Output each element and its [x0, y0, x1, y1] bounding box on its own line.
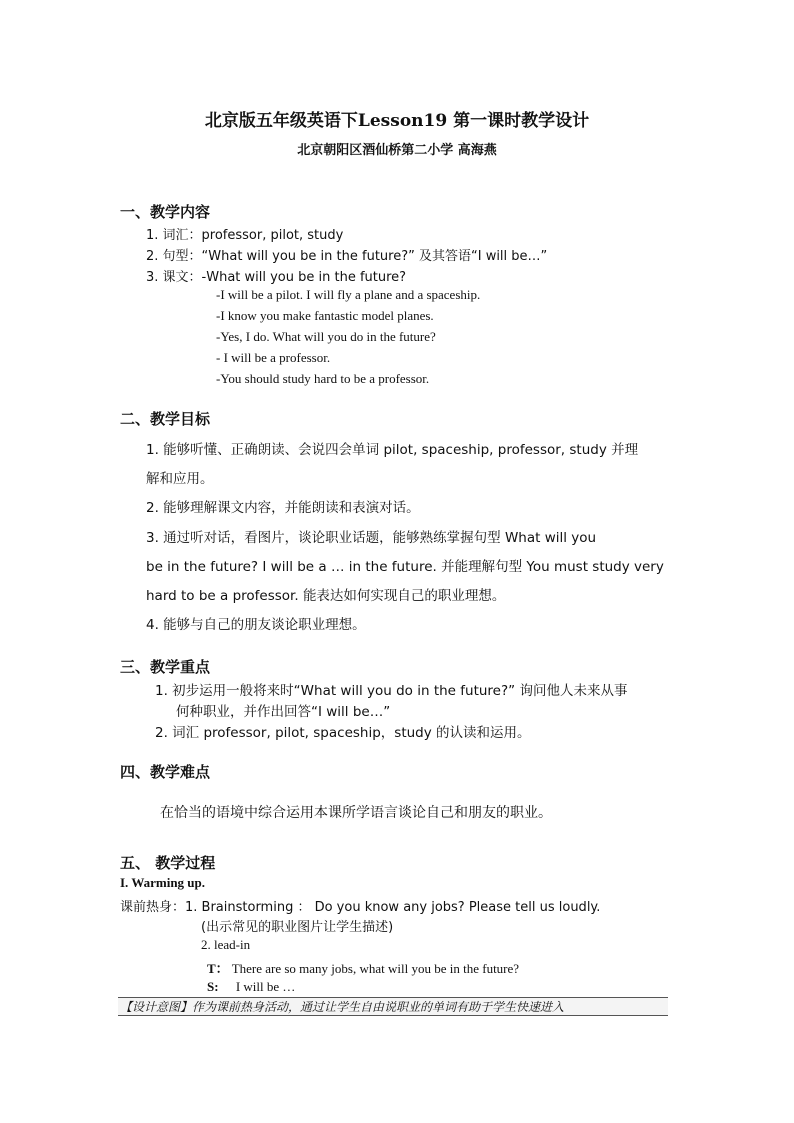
keypoint-line: 何种职业，并作出回答“I will be…”	[176, 704, 391, 720]
dialog-line: - I will be a professor.	[216, 350, 331, 365]
difficulty-text: 在恰当的语境中综合运用本课所学语言谈论自己和朋友的职业。	[160, 805, 552, 821]
dialog-line: -I will be a pilot. I will fly a plane and a spaceship.	[216, 287, 481, 302]
list-item: 2. 句型：“What will you be in the future?” 及其答语“I will be…”	[146, 249, 548, 264]
teacher-line: There are so many jobs, what will you be in the future?	[231, 961, 520, 976]
objective-line: 1. 能够听懂、正确朗读、会说四会单词 pilot, spaceship, professor, study 并理	[146, 442, 639, 458]
dialog-line: -Yes, I do. What will you do in the future?	[216, 329, 436, 344]
list-item: 1. 词汇：professor, pilot, study	[146, 228, 344, 243]
dialog-line: -I know you make fantastic model planes.	[216, 308, 434, 323]
objective-line: 3. 通过听对话，看图片，谈论职业话题，能够熟练掌握句型 What will you	[146, 530, 597, 546]
speaker-label-student: S:	[207, 979, 219, 994]
doc-title: 北京版五年级英语下Lesson19 第一课时教学设计	[204, 111, 590, 131]
list-item: 3. 课文：-What will you be in the future?	[146, 270, 407, 285]
design-intent-note: 【设计意图】作为课前热身活动，通过让学生自由说职业的单词有助于学生快速进入	[118, 997, 668, 1016]
section-heading-keypoints: 三、教学重点	[120, 658, 211, 676]
objective-line: be in the future? I will be a … in the future. 并能理解句型 You must study very	[146, 559, 664, 575]
dialog-line: -You should study hard to be a professor.	[216, 371, 430, 386]
objective-line: 4. 能够与自己的朋友谈论职业理想。	[146, 617, 366, 633]
warmup-note: (出示常见的职业图片让学生描述)	[201, 920, 394, 935]
lead-in-line: 2. lead-in	[201, 937, 251, 952]
student-line: I will be …	[235, 979, 296, 994]
keypoint-line: 1. 初步运用一般将来时“What will you do in the future?” 询问他人未来从事	[155, 683, 628, 699]
speaker-label-teacher: T：	[207, 961, 229, 976]
section-heading-content: 一、教学内容	[120, 203, 211, 221]
objective-line: 解和应用。	[146, 471, 214, 487]
objective-line: hard to be a professor. 能表达如何实现自己的职业理想。	[146, 588, 506, 604]
warmup-line: 课前热身：1. Brainstorming ： Do you know any jobs? Please tell us loudly.	[120, 900, 601, 915]
author-line: 北京朝阳区酒仙桥第二小学 高海燕	[297, 143, 497, 158]
keypoint-line: 2. 词汇 professor, pilot, spaceship，study 的认读和运用。	[155, 725, 531, 741]
section-heading-difficulties: 四、教学难点	[120, 763, 211, 781]
section-heading-objectives: 二、教学目标	[120, 410, 211, 428]
subheading-warming-up: I. Warming up.	[120, 875, 206, 890]
objective-line: 2. 能够理解课文内容，并能朗读和表演对话。	[146, 500, 420, 516]
section-heading-process: 五、 教学过程	[120, 854, 216, 872]
